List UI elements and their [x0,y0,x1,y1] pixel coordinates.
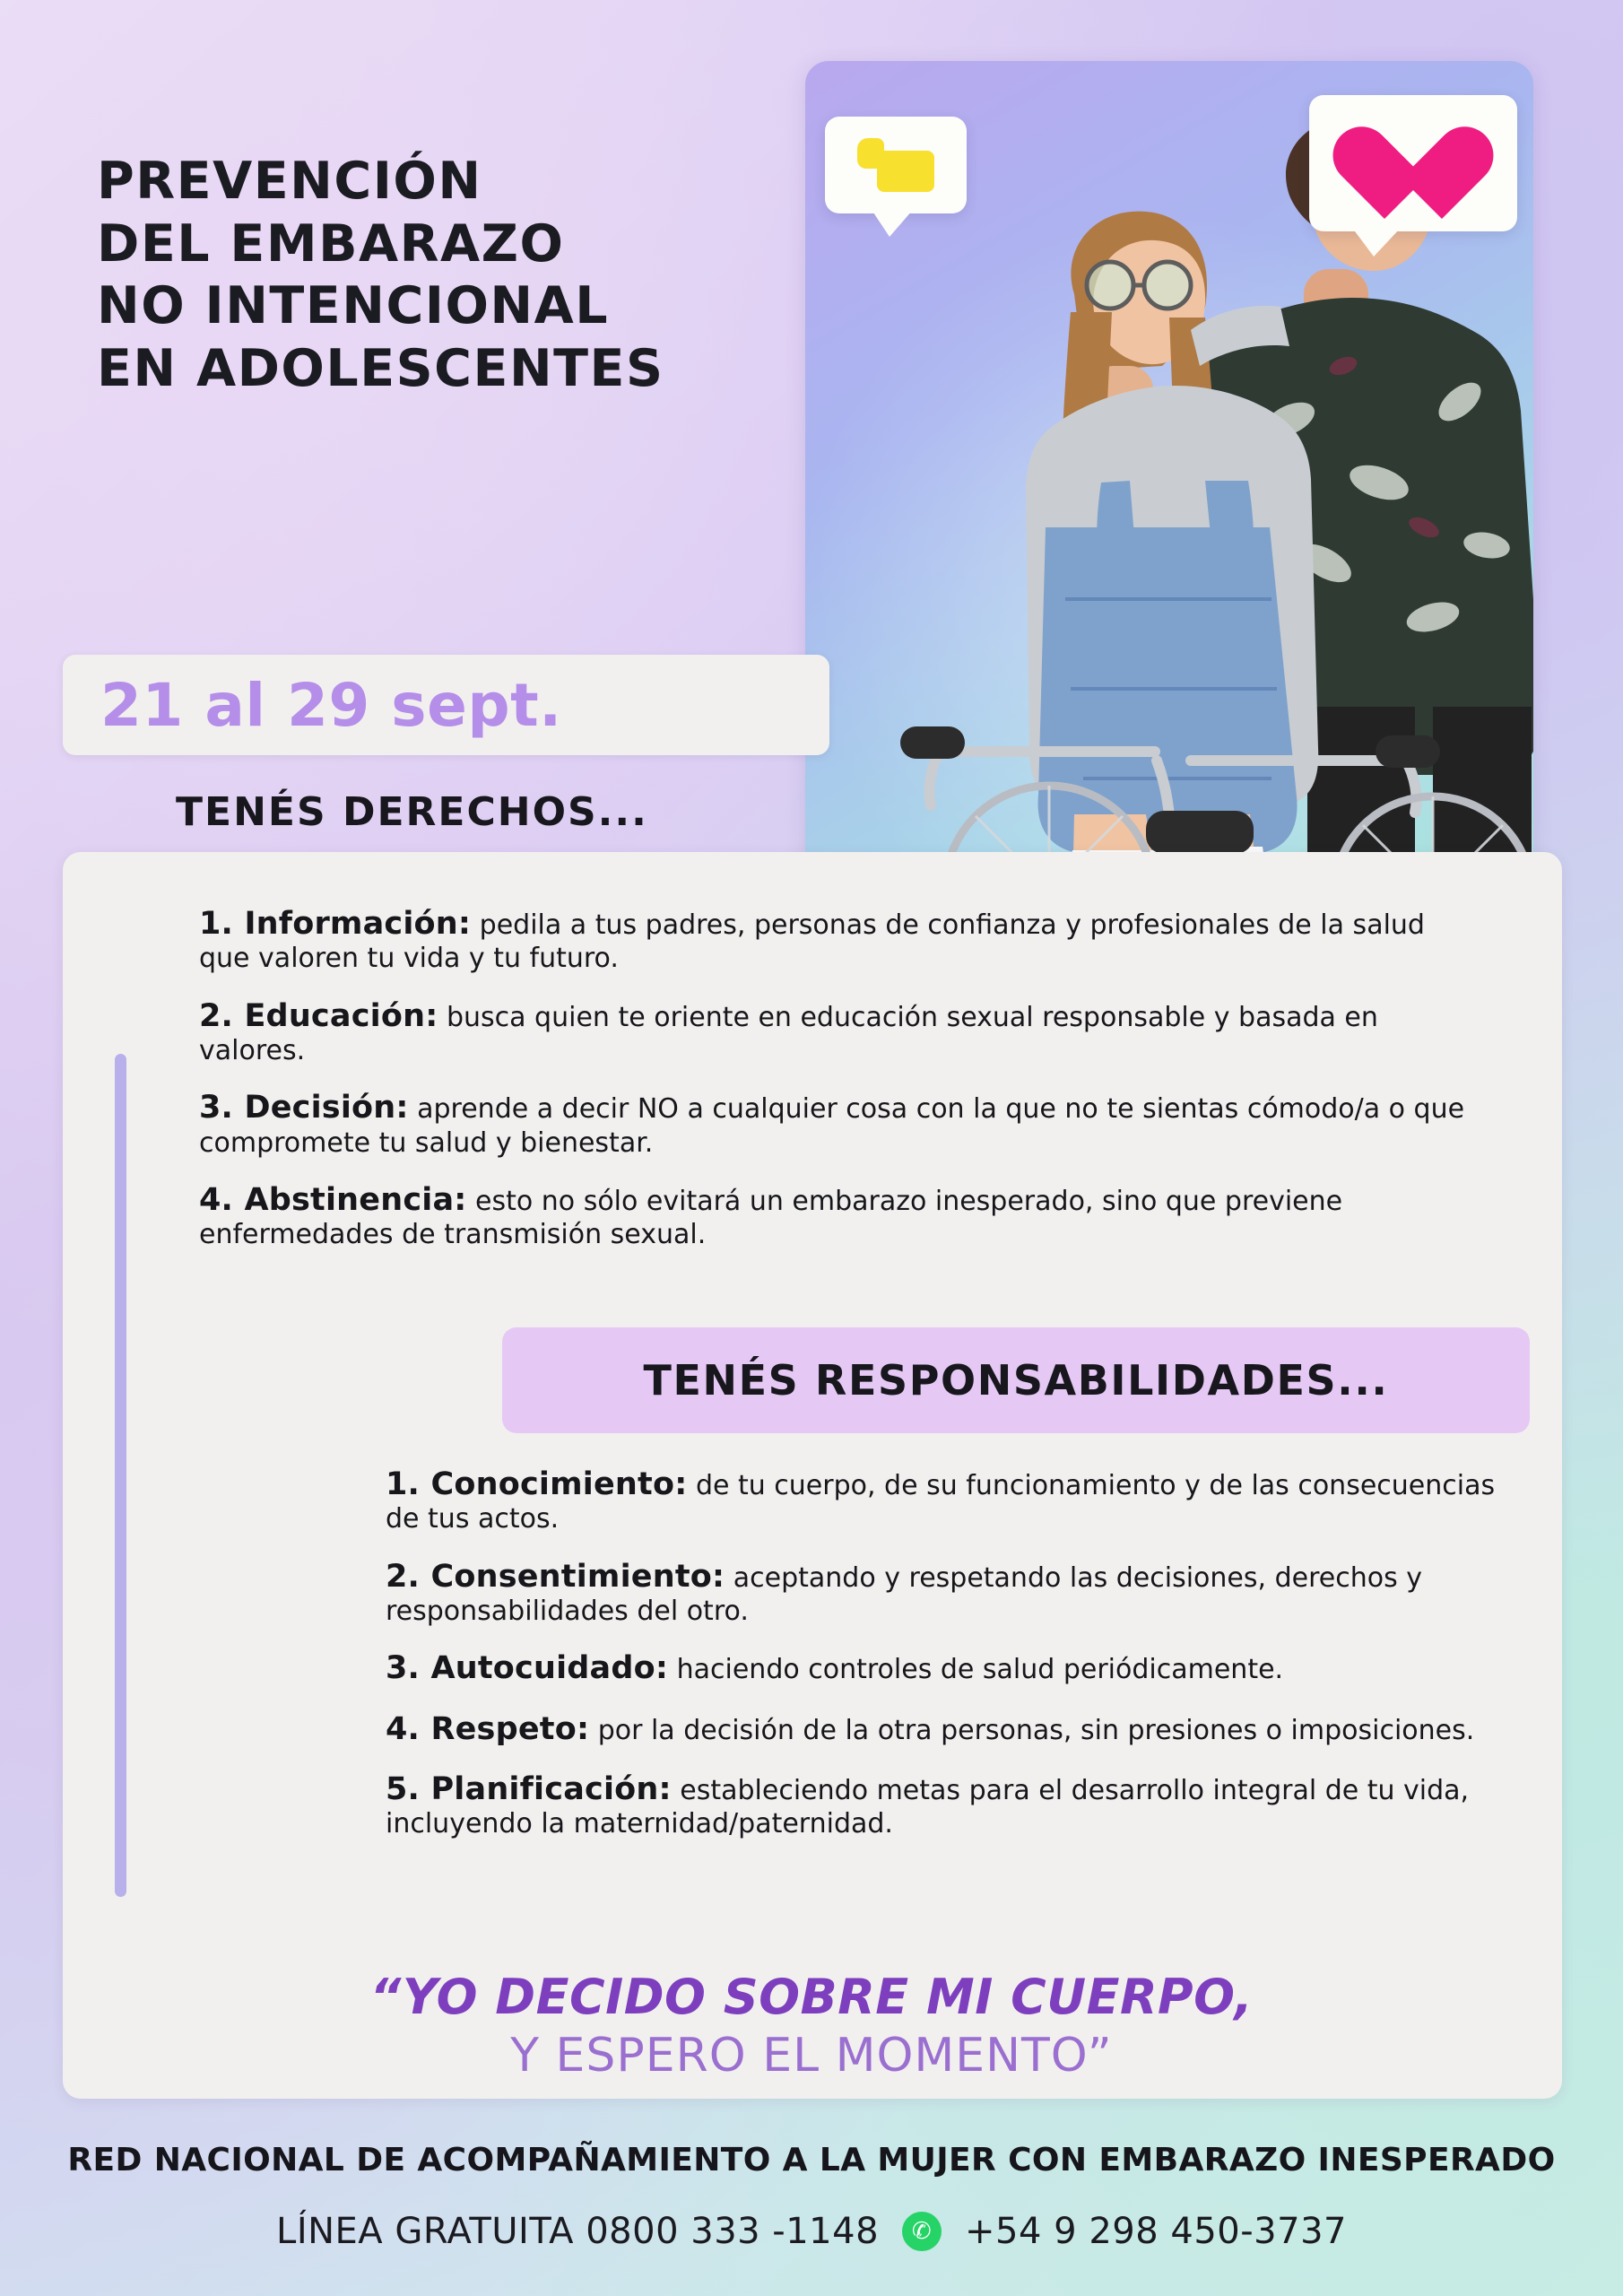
item-text: busca quien te oriente en educación sexual responsable y basada en valores. [199,1001,1378,1066]
item-term: Respeto: [430,1710,590,1747]
hero-photo [805,61,1533,895]
quote-block [0,1969,1623,2083]
list-item [386,1771,1515,1840]
item-number: 1. [199,906,234,942]
thumbs-up-bubble [825,117,967,213]
heart-bubble [1309,95,1517,231]
footer-contact [0,2211,1623,2252]
item-number: 4. [386,1710,421,1747]
item-number: 1. [386,1466,421,1502]
item-number: 4. [199,1182,234,1219]
vertical-divider [115,1054,126,1897]
responsibilities-heading: TENÉS RESPONSABILIDADES... [643,1356,1389,1405]
responsibilities-list [386,1466,1515,1864]
item-number: 5. [386,1770,421,1807]
item-term: Información: [244,906,472,942]
item-term: Planificación: [430,1770,672,1807]
list-item [199,906,1481,975]
page-title [97,151,814,400]
item-term: Consentimiento: [430,1558,725,1595]
item-text: de tu cuerpo, de su funcionamiento y de las consecuencias de tus actos. [386,1470,1496,1535]
item-term: Decisión: [244,1090,409,1126]
quote-line-2: Y ESPERO EL MOMENTO” [510,2029,1113,2083]
footer-organization: RED NACIONAL DE ACOMPAÑAMIENTO A LA MUJER CON EMBARAZO INESPERADO [67,2142,1556,2179]
title-line-1: PREVENCIÓN [97,152,482,211]
date-text: 21 al 29 sept. [100,670,562,740]
item-term: Conocimiento: [430,1466,688,1502]
item-term: Autocuidado: [430,1650,669,1687]
item-text: aprende a decir NO a cualquier cosa con la que no te sientas cómodo/a o que compromete tu salud y bienestar. [199,1093,1465,1159]
list-item [386,1559,1515,1628]
heart-icon [1356,122,1471,222]
free-line-text: LÍNEA GRATUITA 0800 333 -1148 [276,2211,880,2252]
quote-line-1: “YO DECIDO SOBRE MI CUERPO, [369,1969,1254,2025]
list-item [386,1711,1515,1748]
item-number: 2. [386,1558,421,1595]
whatsapp-number: +54 9 298 450-3737 [965,2211,1347,2252]
item-term: Abstinencia: [244,1182,467,1219]
item-text: estableciendo metas para el desarrollo integral de tu vida, incluyendo la maternidad/paternidad. [386,1774,1470,1840]
item-term: Educación: [244,997,438,1034]
list-item [199,998,1481,1067]
rights-heading: TENÉS DERECHOS... [176,789,648,835]
list-item [386,1650,1515,1687]
whatsapp-icon: ✆ [902,2212,942,2251]
item-text: haciendo controles de salud periódicamente. [676,1654,1284,1686]
item-text: aceptando y respetando las decisiones, derechos y responsabilidades del otro. [386,1561,1423,1627]
item-text: esto no sólo evitará un embarazo inesperado, sino que previene enfermedades de transmisión sexual. [199,1186,1343,1251]
rights-list [199,906,1481,1274]
date-banner [63,655,829,755]
item-number: 3. [199,1090,234,1126]
title-line-3: NO INTENCIONAL [97,276,610,336]
list-item [199,1182,1481,1251]
responsibilities-banner [502,1327,1530,1433]
thumbs-up-icon [857,138,938,194]
title-line-2: DEL EMBARAZO [97,213,565,274]
item-text: pedila a tus padres, personas de confianza y profesionales de la salud que valoren tu vida y tu futuro. [199,909,1425,975]
item-number: 3. [386,1650,421,1687]
list-item [199,1090,1481,1159]
list-item [386,1466,1515,1535]
item-number: 2. [199,997,234,1034]
item-text: por la decisión de la otra personas, sin presiones o imposiciones. [597,1714,1475,1746]
title-line-4: EN ADOLESCENTES [97,338,664,398]
